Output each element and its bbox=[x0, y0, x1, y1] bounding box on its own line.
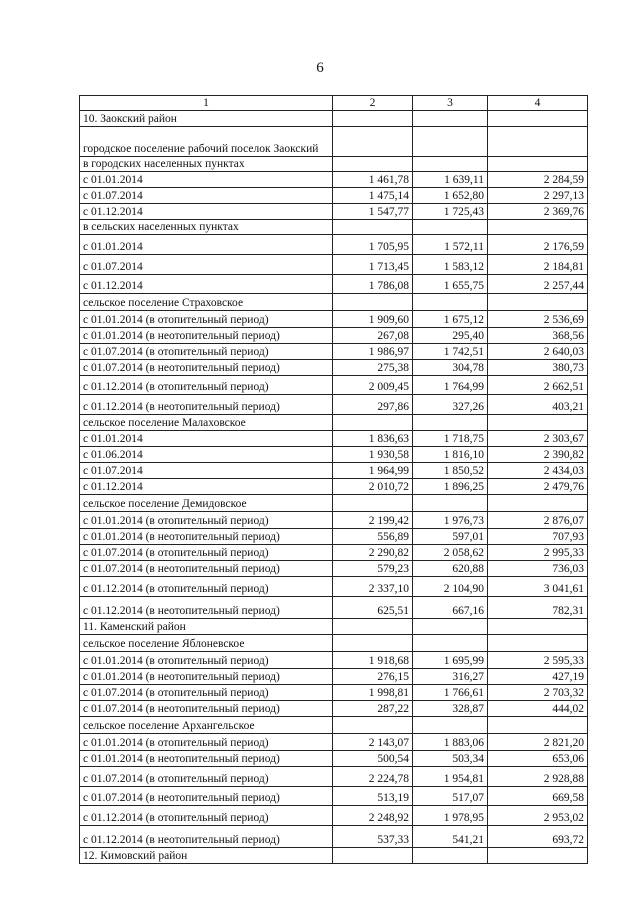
value-cell-col2: 297,86 bbox=[333, 395, 413, 415]
value-cell-col4: 403,21 bbox=[488, 395, 588, 415]
table-row bbox=[80, 360, 588, 376]
value-cell-col3: 2 104,90 bbox=[413, 577, 488, 597]
value-cell-col4 bbox=[488, 415, 588, 431]
table-row bbox=[80, 172, 588, 188]
value-cell-col4: 444,02 bbox=[488, 701, 588, 717]
value-cell-col4: 2 369,76 bbox=[488, 204, 588, 220]
row-label: 11. Каменский район bbox=[80, 619, 333, 635]
value-cell-col2: 1 713,45 bbox=[333, 255, 413, 275]
value-cell-col3: 1 764,99 bbox=[413, 376, 488, 395]
value-cell-col2: 1 547,77 bbox=[333, 204, 413, 220]
value-cell-col3: 304,78 bbox=[413, 360, 488, 376]
value-cell-col2: 1 964,99 bbox=[333, 463, 413, 479]
value-cell-col2 bbox=[333, 415, 413, 431]
table-row bbox=[80, 529, 588, 545]
row-label: с 01.07.2014 bbox=[80, 463, 333, 479]
row-label: с 01.01.2014 bbox=[80, 431, 333, 447]
row-label: с 01.01.2014 (в отопительный период) bbox=[80, 652, 333, 669]
value-cell-col3: 1 725,43 bbox=[413, 204, 488, 220]
value-cell-col4: 2 297,13 bbox=[488, 188, 588, 204]
value-cell-col3: 328,87 bbox=[413, 701, 488, 717]
row-label: сельское поселение Архангельское bbox=[80, 717, 333, 734]
table-row bbox=[80, 255, 588, 275]
value-cell-col3: 1 695,99 bbox=[413, 652, 488, 669]
value-cell-col4: 2 640,03 bbox=[488, 344, 588, 360]
value-cell-col2 bbox=[333, 848, 413, 864]
value-cell-col3 bbox=[413, 635, 488, 652]
table-row bbox=[80, 111, 588, 127]
value-cell-col3: 1 766,61 bbox=[413, 685, 488, 701]
value-cell-col4 bbox=[488, 717, 588, 734]
value-cell-col2 bbox=[333, 495, 413, 512]
row-label: с 01.01.2014 bbox=[80, 172, 333, 188]
value-cell-col3: 541,21 bbox=[413, 826, 488, 848]
table-row bbox=[80, 275, 588, 294]
header-cell-4: 4 bbox=[488, 96, 588, 111]
value-cell-col4: 2 995,33 bbox=[488, 545, 588, 561]
value-cell-col2: 2 248,92 bbox=[333, 806, 413, 826]
table-row bbox=[80, 635, 588, 652]
table-row bbox=[80, 328, 588, 344]
table-row bbox=[80, 806, 588, 826]
value-cell-col4: 669,58 bbox=[488, 787, 588, 806]
row-label: сельское поселение Яблоневское bbox=[80, 635, 333, 652]
value-cell-col3: 597,01 bbox=[413, 529, 488, 545]
value-cell-col2 bbox=[333, 220, 413, 235]
row-label: с 01.07.2014 (в неотопительный период) bbox=[80, 787, 333, 806]
table-row bbox=[80, 495, 588, 512]
value-cell-col2: 1 986,97 bbox=[333, 344, 413, 360]
row-label: с 01.07.2014 (в неотопительный период) bbox=[80, 561, 333, 577]
table-row bbox=[80, 619, 588, 635]
table-row bbox=[80, 512, 588, 529]
row-label: с 01.12.2014 (в отопительный период) bbox=[80, 577, 333, 597]
value-cell-col4: 2 303,67 bbox=[488, 431, 588, 447]
table-row bbox=[80, 652, 588, 669]
row-label: с 01.01.2014 (в неотопительный период) bbox=[80, 751, 333, 767]
value-cell-col4: 2 928,88 bbox=[488, 767, 588, 787]
page-number: 6 bbox=[316, 60, 324, 76]
value-cell-col4: 3 041,61 bbox=[488, 577, 588, 597]
value-cell-col2: 1 461,78 bbox=[333, 172, 413, 188]
table-row bbox=[80, 685, 588, 701]
table-row bbox=[80, 717, 588, 734]
value-cell-col3: 2 058,62 bbox=[413, 545, 488, 561]
table-row bbox=[80, 479, 588, 495]
value-cell-col3: 327,26 bbox=[413, 395, 488, 415]
table-row bbox=[80, 545, 588, 561]
value-cell-col2 bbox=[333, 619, 413, 635]
table-row bbox=[80, 734, 588, 751]
row-label: с 01.01.2014 (в отопительный период) bbox=[80, 512, 333, 529]
row-label: с 01.01.2014 (в неотопительный период) bbox=[80, 529, 333, 545]
table-row bbox=[80, 848, 588, 864]
value-cell-col3: 1 675,12 bbox=[413, 311, 488, 328]
value-cell-col4: 2 953,02 bbox=[488, 806, 588, 826]
value-cell-col4 bbox=[488, 220, 588, 235]
value-cell-col3: 1 718,75 bbox=[413, 431, 488, 447]
value-cell-col4: 2 536,69 bbox=[488, 311, 588, 328]
row-label: с 01.12.2014 bbox=[80, 275, 333, 294]
value-cell-col2: 1 705,95 bbox=[333, 235, 413, 255]
value-cell-col4 bbox=[488, 127, 588, 157]
value-cell-col3: 1 896,25 bbox=[413, 479, 488, 495]
value-cell-col2: 537,33 bbox=[333, 826, 413, 848]
value-cell-col3: 517,07 bbox=[413, 787, 488, 806]
value-cell-col3: 1 655,75 bbox=[413, 275, 488, 294]
table-row bbox=[80, 344, 588, 360]
value-cell-col2: 287,22 bbox=[333, 701, 413, 717]
value-cell-col3 bbox=[413, 415, 488, 431]
value-cell-col4 bbox=[488, 619, 588, 635]
value-cell-col3: 1 742,51 bbox=[413, 344, 488, 360]
value-cell-col2: 1 918,68 bbox=[333, 652, 413, 669]
value-cell-col2: 625,51 bbox=[333, 597, 413, 619]
value-cell-col4: 2 184,81 bbox=[488, 255, 588, 275]
table-row bbox=[80, 701, 588, 717]
row-label: сельское поселение Страховское bbox=[80, 294, 333, 311]
row-label: с 01.01.2014 (в отопительный период) bbox=[80, 734, 333, 751]
value-cell-col4: 2 703,32 bbox=[488, 685, 588, 701]
value-cell-col3: 1 976,73 bbox=[413, 512, 488, 529]
row-label: с 01.01.2014 (в неотопительный период) bbox=[80, 328, 333, 344]
value-cell-col2: 276,15 bbox=[333, 669, 413, 685]
table-row bbox=[80, 787, 588, 806]
header-cell-3: 3 bbox=[413, 96, 488, 111]
row-label: с 01.07.2014 bbox=[80, 255, 333, 275]
value-cell-col3: 1 583,12 bbox=[413, 255, 488, 275]
row-label: 12. Кимовский район bbox=[80, 848, 333, 864]
table-row bbox=[80, 577, 588, 597]
value-cell-col2: 1 786,08 bbox=[333, 275, 413, 294]
value-cell-col3: 1 954,81 bbox=[413, 767, 488, 787]
value-cell-col4: 2 876,07 bbox=[488, 512, 588, 529]
table-row bbox=[80, 395, 588, 415]
value-cell-col2: 1 909,60 bbox=[333, 311, 413, 328]
value-cell-col2: 2 143,07 bbox=[333, 734, 413, 751]
value-cell-col2: 500,54 bbox=[333, 751, 413, 767]
value-cell-col4: 707,93 bbox=[488, 529, 588, 545]
value-cell-col2: 2 009,45 bbox=[333, 376, 413, 395]
value-cell-col4: 2 176,59 bbox=[488, 235, 588, 255]
value-cell-col4: 2 595,33 bbox=[488, 652, 588, 669]
table-row bbox=[80, 415, 588, 431]
row-label: с 01.01.2014 (в отопительный период) bbox=[80, 311, 333, 328]
table-row bbox=[80, 767, 588, 787]
table-row bbox=[80, 826, 588, 848]
row-label: с 01.12.2014 bbox=[80, 479, 333, 495]
value-cell-col4: 2 479,76 bbox=[488, 479, 588, 495]
row-label: с 01.12.2014 (в неотопительный период) bbox=[80, 395, 333, 415]
value-cell-col3: 1 639,11 bbox=[413, 172, 488, 188]
value-cell-col3: 1 978,95 bbox=[413, 806, 488, 826]
value-cell-col4 bbox=[488, 157, 588, 172]
value-cell-col2 bbox=[333, 127, 413, 157]
row-label: с 01.12.2014 (в неотопительный период) bbox=[80, 597, 333, 619]
value-cell-col2 bbox=[333, 157, 413, 172]
value-cell-col4: 653,06 bbox=[488, 751, 588, 767]
row-label: с 01.12.2014 (в неотопительный период) bbox=[80, 826, 333, 848]
value-cell-col4: 736,03 bbox=[488, 561, 588, 577]
value-cell-col4: 782,31 bbox=[488, 597, 588, 619]
value-cell-col3: 1 652,80 bbox=[413, 188, 488, 204]
table-row bbox=[80, 127, 588, 157]
value-cell-col4 bbox=[488, 848, 588, 864]
table-row bbox=[80, 204, 588, 220]
value-cell-col2: 2 290,82 bbox=[333, 545, 413, 561]
table-row bbox=[80, 597, 588, 619]
row-label: 10. Заокский район bbox=[80, 111, 333, 127]
value-cell-col2: 1 930,58 bbox=[333, 447, 413, 463]
row-label: в сельских населенных пунктах bbox=[80, 220, 333, 235]
value-cell-col2: 2 337,10 bbox=[333, 577, 413, 597]
table-body bbox=[80, 96, 588, 864]
value-cell-col2: 1 475,14 bbox=[333, 188, 413, 204]
row-label: с 01.07.2014 (в неотопительный период) bbox=[80, 701, 333, 717]
row-label: с 01.07.2014 (в неотопительный период) bbox=[80, 360, 333, 376]
value-cell-col3: 316,27 bbox=[413, 669, 488, 685]
table-row bbox=[80, 157, 588, 172]
value-cell-col4: 368,56 bbox=[488, 328, 588, 344]
table-row bbox=[80, 220, 588, 235]
value-cell-col4: 2 390,82 bbox=[488, 447, 588, 463]
value-cell-col2: 579,23 bbox=[333, 561, 413, 577]
value-cell-col3 bbox=[413, 157, 488, 172]
value-cell-col3 bbox=[413, 495, 488, 512]
value-cell-col4 bbox=[488, 495, 588, 512]
row-label: с 01.12.2014 (в отопительный период) bbox=[80, 806, 333, 826]
value-cell-col3: 1 816,10 bbox=[413, 447, 488, 463]
value-cell-col2: 513,19 bbox=[333, 787, 413, 806]
row-label: в городских населенных пунктах bbox=[80, 157, 333, 172]
value-cell-col3 bbox=[413, 220, 488, 235]
row-label: с 01.06.2014 bbox=[80, 447, 333, 463]
value-cell-col3 bbox=[413, 717, 488, 734]
value-cell-col3: 1 850,52 bbox=[413, 463, 488, 479]
table-row bbox=[80, 431, 588, 447]
value-cell-col4: 2 662,51 bbox=[488, 376, 588, 395]
value-cell-col2: 275,38 bbox=[333, 360, 413, 376]
value-cell-col2: 267,08 bbox=[333, 328, 413, 344]
row-label: с 01.12.2014 bbox=[80, 204, 333, 220]
row-label: сельское поселение Малаховское bbox=[80, 415, 333, 431]
value-cell-col4: 380,73 bbox=[488, 360, 588, 376]
value-cell-col2 bbox=[333, 717, 413, 734]
row-label: с 01.07.2014 (в отопительный период) bbox=[80, 767, 333, 787]
table-row bbox=[80, 669, 588, 685]
value-cell-col3: 620,88 bbox=[413, 561, 488, 577]
row-label: с 01.12.2014 (в отопительный период) bbox=[80, 376, 333, 395]
table-row bbox=[80, 751, 588, 767]
table-row bbox=[80, 235, 588, 255]
value-cell-col4: 2 257,44 bbox=[488, 275, 588, 294]
row-label: сельское поселение Демидовское bbox=[80, 495, 333, 512]
value-cell-col2 bbox=[333, 294, 413, 311]
value-cell-col3: 1 572,11 bbox=[413, 235, 488, 255]
value-cell-col3 bbox=[413, 848, 488, 864]
row-label: с 01.01.2014 (в неотопительный период) bbox=[80, 669, 333, 685]
table-row bbox=[80, 376, 588, 395]
value-cell-col4: 2 284,59 bbox=[488, 172, 588, 188]
value-cell-col2: 2 010,72 bbox=[333, 479, 413, 495]
table-row bbox=[80, 188, 588, 204]
value-cell-col4 bbox=[488, 294, 588, 311]
value-cell-col2 bbox=[333, 635, 413, 652]
row-label: городское поселение рабочий поселок Заокский bbox=[80, 127, 333, 157]
value-cell-col3 bbox=[413, 619, 488, 635]
value-cell-col3: 503,34 bbox=[413, 751, 488, 767]
row-label: с 01.07.2014 (в отопительный период) bbox=[80, 685, 333, 701]
value-cell-col4: 693,72 bbox=[488, 826, 588, 848]
value-cell-col4: 2 434,03 bbox=[488, 463, 588, 479]
value-cell-col3: 1 883,06 bbox=[413, 734, 488, 751]
table-row bbox=[80, 294, 588, 311]
value-cell-col3: 667,16 bbox=[413, 597, 488, 619]
value-cell-col2: 1 836,63 bbox=[333, 431, 413, 447]
row-label: с 01.01.2014 bbox=[80, 235, 333, 255]
table-row bbox=[80, 311, 588, 328]
value-cell-col2 bbox=[333, 111, 413, 127]
value-cell-col2: 2 224,78 bbox=[333, 767, 413, 787]
row-label: с 01.07.2014 (в отопительный период) bbox=[80, 545, 333, 561]
value-cell-col4: 2 821,20 bbox=[488, 734, 588, 751]
value-cell-col3: 295,40 bbox=[413, 328, 488, 344]
value-cell-col2: 1 998,81 bbox=[333, 685, 413, 701]
value-cell-col4 bbox=[488, 111, 588, 127]
value-cell-col3 bbox=[413, 111, 488, 127]
value-cell-col2: 2 199,42 bbox=[333, 512, 413, 529]
value-cell-col3 bbox=[413, 294, 488, 311]
table-row bbox=[80, 561, 588, 577]
value-cell-col4 bbox=[488, 635, 588, 652]
value-cell-col4: 427,19 bbox=[488, 669, 588, 685]
row-label: с 01.07.2014 (в отопительный период) bbox=[80, 344, 333, 360]
value-cell-col2: 556,89 bbox=[333, 529, 413, 545]
row-label: с 01.07.2014 bbox=[80, 188, 333, 204]
header-cell-2: 2 bbox=[333, 96, 413, 111]
value-cell-col3 bbox=[413, 127, 488, 157]
header-row bbox=[80, 96, 588, 111]
header-cell-1: 1 bbox=[80, 96, 333, 111]
tariff-table bbox=[79, 95, 588, 864]
table-row bbox=[80, 463, 588, 479]
table-row bbox=[80, 447, 588, 463]
